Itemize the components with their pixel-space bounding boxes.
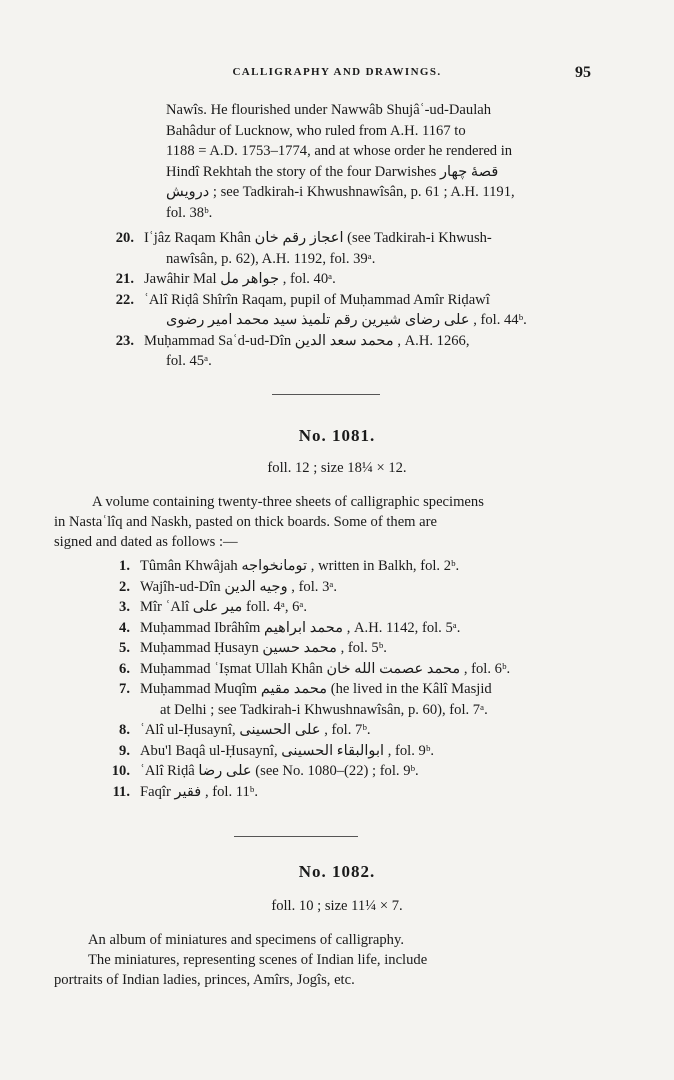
section-divider (234, 836, 358, 837)
section-subtitle: foll. 10 ; size 11¼ × 7. (271, 898, 403, 914)
item-text: Mîr ʿAlî میر علی foll. 4ᵃ, 6ᵃ. (140, 599, 308, 615)
page-number: 95 (575, 64, 591, 81)
text-line: Nawîs. He flourished under Nawwâb Shujâʿ-ud-Daulah (166, 102, 492, 118)
item-number: 23. (115, 332, 134, 349)
item-text: Muḥammad Ḥusayn محمد حسین , fol. 5ᵇ. (140, 640, 387, 656)
item-number: 10. (111, 763, 130, 779)
list-item (104, 331, 596, 372)
item-number: 9. (119, 742, 130, 759)
running-head: CALLIGRAPHY AND DRAWINGS. (232, 66, 442, 78)
list-item (104, 290, 596, 331)
list-item (100, 577, 600, 598)
section-heading: No. 1082. (298, 862, 376, 881)
item-text: Tûmân Khwâjah تومانخواجه , written in Balkh, fol. 2ᵇ. (140, 558, 460, 574)
item-text: Abu'l Baqâ ul-Ḥusaynî, ابوالبقاء الحسینی , fol. 9ᵇ. (140, 742, 434, 759)
item-number: 1. (119, 558, 130, 574)
item-text: fol. 45ᵃ. (166, 353, 212, 369)
text-line: The miniatures, representing scenes of Indian life, include (88, 952, 428, 968)
item-number: 5. (119, 640, 130, 656)
list-item (100, 720, 600, 741)
item-number: 22. (115, 291, 134, 308)
item-number: 6. (119, 660, 130, 677)
continuation-entry (166, 100, 596, 223)
text-line: signed and dated as follows :— (54, 534, 238, 550)
item-text: at Delhi ; see Tadkirah-i Khwushnawîsân, p. 60), fol. 7ᵃ. (160, 701, 488, 718)
section-subtitle: foll. 12 ; size 18¼ × 12. (267, 460, 407, 476)
item-number: 8. (119, 722, 130, 738)
text-line: fol. 38ᵇ. (166, 204, 213, 221)
text-line: portraits of Indian ladies, princes, Amîrs, Jogîs, etc. (54, 972, 355, 988)
text-line: Bahâdur of Lucknow, who ruled from A.H. 1167 to (166, 122, 466, 139)
section-description (54, 492, 588, 552)
item-number: 4. (119, 619, 130, 636)
list-item (100, 741, 600, 762)
list-item (100, 782, 600, 803)
list-item (100, 659, 600, 680)
list-1081 (100, 556, 600, 802)
list-item (100, 556, 600, 577)
text-line: درویش ; see Tadkirah-i Khwushnawîsân, p. 61 ; A.H. 1191, (166, 184, 515, 200)
item-text: Muḥammad Ibrâhîm محمد ابراهیم , A.H. 1142, fol. 5ᵃ. (140, 619, 461, 636)
list-1080 (104, 228, 596, 372)
text-line: Hindî Rekhtah the story of the four Darwishes قصهٔ چهار (166, 163, 499, 180)
text-line: in Nastaʿlîq and Naskh, pasted on thick boards. Some of them are (54, 514, 437, 530)
item-text: ʿAlî Riḍâ علی رضا (see No. 1080–(22) ; fol. 9ᵇ. (140, 763, 419, 779)
item-text: Wajîh-ud-Dîn وجیه الدین , fol. 3ᵃ. (140, 578, 338, 595)
item-text: nawîsân, p. 62), A.H. 1192, fol. 39ᵃ. (166, 250, 376, 267)
list-item (104, 228, 596, 269)
item-text: Faqîr فقیر , fol. 11ᵇ. (140, 783, 258, 800)
item-number: 7. (119, 681, 130, 697)
list-item (104, 269, 596, 290)
list-item (100, 638, 600, 659)
item-number: 3. (119, 599, 130, 615)
text-line: 1188 = A.D. 1753–1774, and at whose order he rendered in (166, 143, 513, 159)
item-text: ʿAlî ul-Ḥusaynî, علی الحسینی , fol. 7ᵇ. (140, 722, 371, 738)
item-text: ʿAlî Riḍâ Shîrîn Raqam, pupil of Muḥammad Amîr Riḍawî (144, 291, 490, 308)
list-item (100, 679, 600, 720)
list-item (100, 597, 600, 618)
item-text: Muḥammad ʿIṣmat Ullah Khân محمد عصمت الله خان , fol. 6ᵇ. (140, 660, 511, 677)
text-line: An album of miniatures and specimens of calligraphy. (88, 932, 404, 948)
item-number: 11. (112, 783, 130, 800)
section-heading: No. 1081. (298, 426, 376, 445)
item-text: Muḥammad Saʿd-ud-Dîn محمد سعد الدین , A.H. 1266, (144, 332, 470, 349)
item-number: 21. (115, 271, 134, 287)
item-number: 2. (119, 578, 130, 595)
list-item (100, 761, 600, 782)
item-text: Iʿjâz Raqam Khân اعجاز رقم خان (see Tadkirah-i Khwush- (144, 230, 492, 246)
item-number: 20. (115, 230, 134, 246)
section-divider (272, 394, 380, 395)
list-item (100, 618, 600, 639)
item-text: Muḥammad Muqîm محمد مقیم (he lived in the Kâlî Masjid (140, 681, 492, 697)
text-line: A volume containing twenty-three sheets of calligraphic specimens (92, 494, 484, 510)
section-description (54, 930, 578, 990)
item-text: Jawâhir Mal جواهر مل , fol. 40ᵃ. (144, 271, 336, 287)
item-text: علی رضای شیرین رقم تلمیذ سید محمد امیر رضوی , fol. 44ᵇ. (166, 312, 527, 328)
